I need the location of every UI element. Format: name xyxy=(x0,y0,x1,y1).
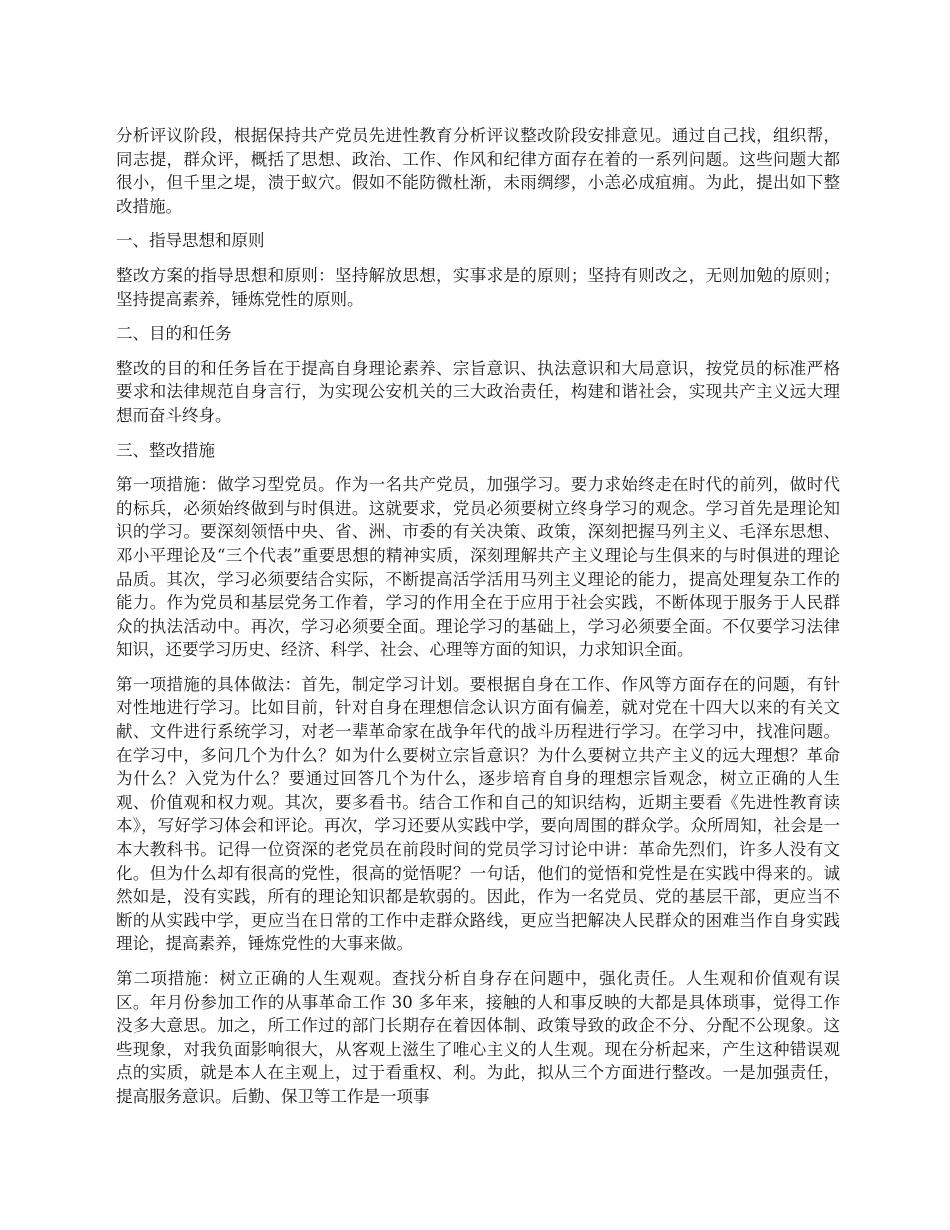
document-body xyxy=(116,124,840,1120)
section-heading-3: 三、整改措施 xyxy=(116,440,215,460)
intro-paragraph: 分析评议阶段，根据保持共产党员先进性教育分析评议整改阶段安排意见。通过自己找，组织帮，同志提，群众评，概括了思想、政治、工作、作风和纪律方面存在着的一系列问题。这些问题大都很小，但千里之堤，溃于蚁穴。假如不能防微杜渐，未雨绸缪，小恙必成疽痈。为此，提出如下整改措施。 xyxy=(116,126,840,216)
measure-1-details-paragraph: 第一项措施的具体做法：首先，制定学习计划。要根据自身在工作、作风等方面存在的问题，有针对性地进行学习。比如目前，针对自身在理想信念认识方面有偏差，就对党在十四大以来的有关文献、文件进行系统学习，对老一辈革命家在战争年代的战斗历程进行学习。在学习中，找准问题。在学习中，多问几个为什么？如为什么要树立宗旨意识？为什么要树立共产主义的远大理想？革命为什么？入党为什么？要通过回答几个为什么，逐步培育自身的理想宗旨观念，树立正确的人生观、价值观和权力观。其次，要多看书。结合工作和自己的知识结构，近期主要看《先进性教育读本》，写好学习体会和评论。再次，学习还要从实践中学，要向周围的群众学。众所周知，社会是一本大教科书。记得一位资深的老党员在前段时间的党员学习讨论中讲：革命先烈们，许多人没有文化。但为什么却有很高的党性，很高的觉悟呢？一句话，他们的觉悟和党性是在实践中得来的。诚然如是，没有实践，所有的理论知识都是软弱的。因此，作为一名党员、党的基层干部，更应当不断的从实践中学，更应当在日常的工作中走群众路线，更应当把解决人民群众的困难当作自身实践理论，提高素养，锤炼党性的大事来做。 xyxy=(116,674,840,954)
section-heading-2: 二、目的和任务 xyxy=(116,324,232,344)
measure-2-paragraph: 第二项措施：树立正确的人生观观。查找分析自身存在问题中，强化责任。人生观和价值观有误区。年月份参加工作的从事革命工作 30 多年来，接触的人和事反映的大都是具体琐事，觉得工作没多大意思。加之，所工作过的部门长期存在着因体制、政策导致的政企不分、分配不公现象。这些现象，对我负面影响很大，从客观上滋生了唯心主义的人生观。现在分析起来，产生这种错误观点的实质，就是本人在主观上，过于看重权、利。为此，拟从三个方面进行整改。一是加强责任，提高服务意识。后勤、保卫等工作是一项事 xyxy=(116,969,840,1106)
section-heading-1: 一、指导思想和原则 xyxy=(116,231,265,251)
measure-1-paragraph: 第一项措施：做学习型党员。作为一名共产党员，加强学习。要力求始终走在时代的前列，做时代的标兵，必须始终做到与时俱进。这就要求，党员必须要树立终身学习的观念。学习首先是理论知识的学习。要深刻领悟中央、省、洲、市委的有关决策、政策，深刻把握马列主义、毛泽东思想、邓小平理论及“三个代表”重要思想的精神实质，深刻理解共产主义理论与生俱来的与时俱进的理论品质。其次，学习必须要结合实际，不断提高活学活用马列主义理论的能力，提高处理复杂工作的能力。作为党员和基层党务工作着，学习的作用全在于应用于社会实践，不断体现于服务于人民群众的执法活动中。再次，学习必须要全面。理论学习的基础上，学习必须要全面。不仅要学习法律知识，还要学习历史、经济、科学、社会、心理等方面的知识，力求知识全面。 xyxy=(116,475,840,660)
guiding-principles-paragraph: 整改方案的指导思想和原则：坚持解放思想，实事求是的原则；坚持有则改之，无则加勉的原则；坚持提高素养，锤炼党性的原则。 xyxy=(116,265,840,309)
goals-paragraph: 整改的目的和任务旨在于提高自身理论素养、宗旨意识、执法意识和大局意识，按党员的标准严格要求和法律规范自身言行，为实现公安机关的三大政治责任，构建和谐社会，实现共产主义远大理想而奋斗终身。 xyxy=(116,358,840,425)
